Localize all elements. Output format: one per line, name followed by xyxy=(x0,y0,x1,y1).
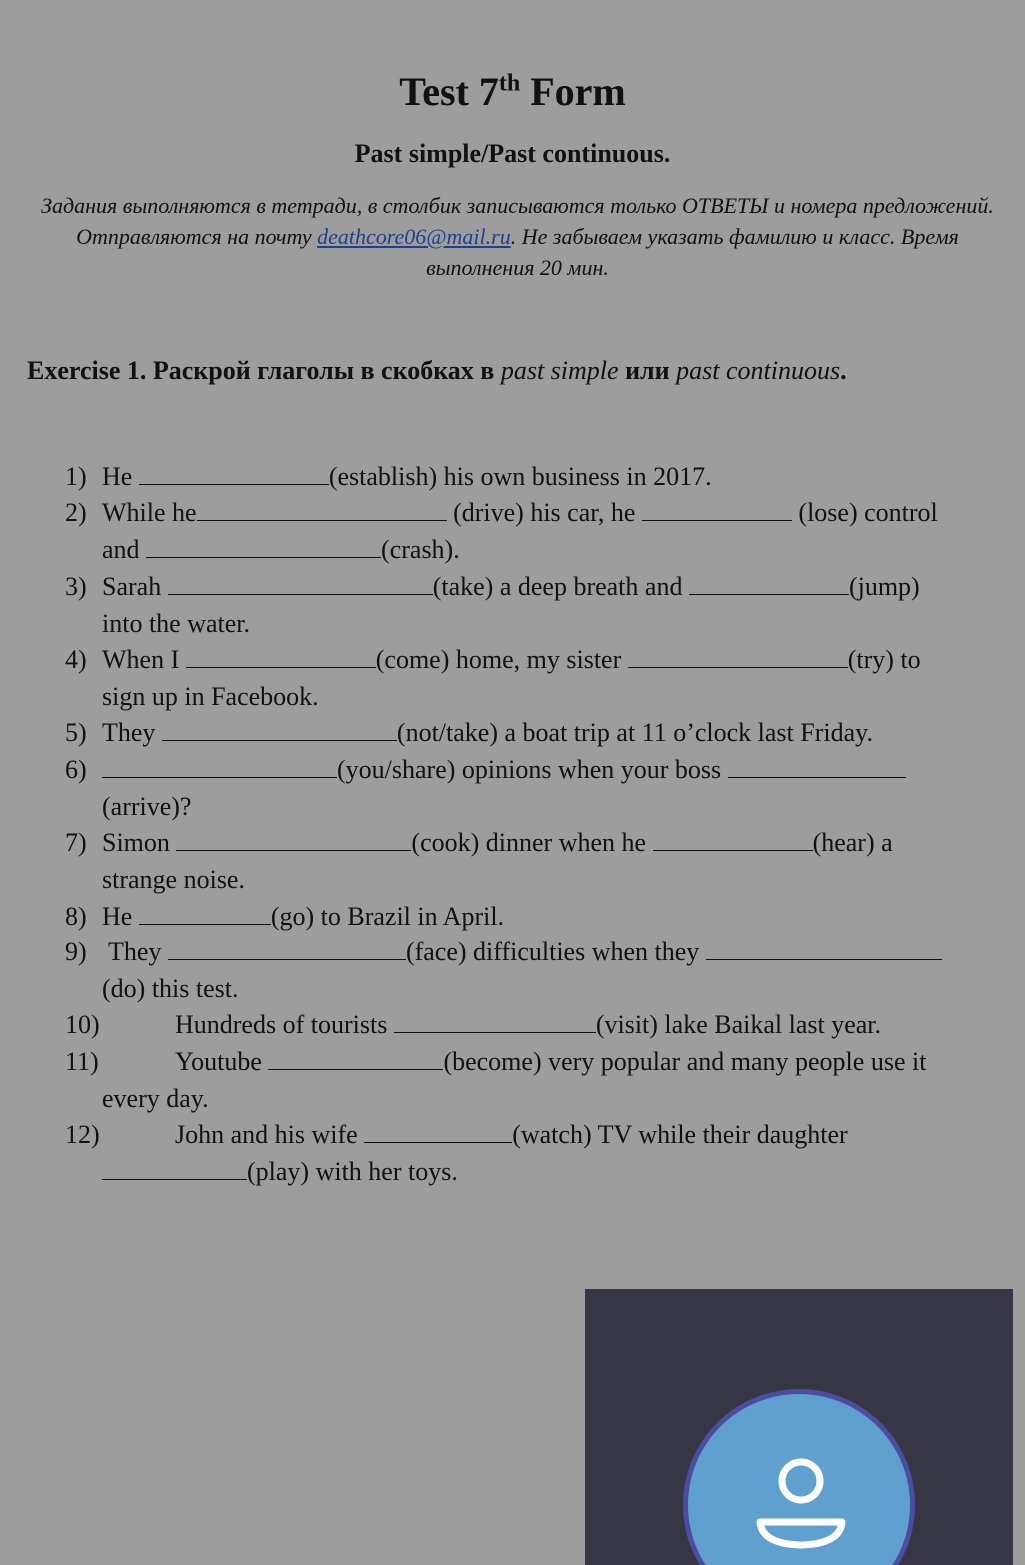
item-text: (watch) TV while their daughter xyxy=(512,1120,848,1149)
item-text: Hundreds of tourists xyxy=(175,1010,394,1039)
answer-blank[interactable] xyxy=(364,1120,512,1143)
answer-blank[interactable] xyxy=(628,645,848,668)
item-number: 5) xyxy=(65,718,87,747)
answer-blank[interactable] xyxy=(102,1157,247,1180)
item-text: (lose) control xyxy=(791,498,938,527)
item-line xyxy=(102,643,921,677)
page-title: Test 7th Form xyxy=(399,69,626,114)
item-text: Sarah xyxy=(102,572,168,601)
item-text: into the water. xyxy=(102,609,251,638)
answer-blank[interactable] xyxy=(186,645,376,668)
answer-blank[interactable] xyxy=(268,1047,443,1070)
item-text: They xyxy=(102,718,162,747)
item-text: John and his wife xyxy=(175,1120,365,1149)
item-number: 4) xyxy=(65,645,87,674)
answer-blank[interactable] xyxy=(197,498,447,521)
item-text: He xyxy=(102,462,139,491)
item-text: (come) home, my sister xyxy=(375,645,628,674)
item-number: 1) xyxy=(65,462,87,491)
item-text: Simon xyxy=(102,828,177,857)
item-text: (become) very popular and many people use it xyxy=(443,1047,927,1076)
item-number: 10) xyxy=(65,1010,100,1039)
item-text: (play) with her toys. xyxy=(247,1157,458,1186)
answer-blank[interactable] xyxy=(653,828,813,851)
item-line xyxy=(102,826,893,860)
answer-blank[interactable] xyxy=(168,937,406,960)
item-text: (drive) his car, he xyxy=(446,498,642,527)
answer-blank[interactable] xyxy=(139,462,329,485)
item-text: (arrive)? xyxy=(102,792,192,821)
answer-blank[interactable] xyxy=(139,902,271,925)
item-text: (do) this test. xyxy=(102,974,239,1003)
item-line xyxy=(102,533,460,567)
item-text: (go) to Brazil in April. xyxy=(270,902,505,931)
item-text: (try) to xyxy=(847,645,921,674)
item-number: 7) xyxy=(65,828,87,857)
item-line xyxy=(102,900,504,934)
instructions-text: Задания выполняются в тетради, в столбик записываются только ОТВЕТЫ и номера предложений. Отправляются на почту deathcore06@mail.ru. Не забываем указать фамилию и класс. Время выполнения 20 мин. xyxy=(41,193,994,280)
item-text: They xyxy=(102,937,168,966)
email-link[interactable]: deathcore06@mail.ru xyxy=(317,224,511,249)
answer-blank[interactable] xyxy=(394,1010,596,1033)
item-text: (cook) dinner when he xyxy=(411,828,653,857)
item-line xyxy=(102,972,239,1006)
item-text: (visit) lake Baikal last year. xyxy=(595,1010,882,1039)
item-text: While he xyxy=(102,498,197,527)
item-number: 9) xyxy=(65,937,87,966)
item-text: He xyxy=(102,902,139,931)
item-text: When I xyxy=(102,645,186,674)
item-line xyxy=(175,1118,848,1152)
answer-blank[interactable] xyxy=(689,572,849,595)
user-avatar-icon xyxy=(683,1389,915,1565)
item-line xyxy=(102,935,942,969)
item-text: (not/take) a boat trip at 11 o’clock last Friday. xyxy=(396,718,873,747)
video-call-panel[interactable] xyxy=(585,1289,1013,1565)
item-line xyxy=(102,1155,458,1189)
item-text: (face) difficulties when they xyxy=(405,937,706,966)
answer-blank[interactable] xyxy=(162,718,397,741)
item-text: (hear) a xyxy=(812,828,893,857)
item-line xyxy=(102,1082,209,1116)
item-number: 12) xyxy=(65,1120,100,1149)
item-line xyxy=(175,1008,881,1042)
item-line xyxy=(175,1045,926,1079)
answer-blank[interactable] xyxy=(176,828,411,851)
answer-blank[interactable] xyxy=(168,572,433,595)
item-text: strange noise. xyxy=(102,865,245,894)
item-text: (take) a deep breath and xyxy=(432,572,689,601)
item-number: 2) xyxy=(65,498,87,527)
answer-blank[interactable] xyxy=(706,937,942,960)
item-line xyxy=(102,790,191,824)
answer-blank[interactable] xyxy=(728,755,906,778)
answer-blank[interactable] xyxy=(102,755,337,778)
item-line xyxy=(102,716,873,750)
item-text: Youtube xyxy=(175,1047,269,1076)
item-text: (jump) xyxy=(848,572,920,601)
item-text: sign up in Facebook. xyxy=(102,682,319,711)
item-number: 11) xyxy=(65,1047,99,1076)
page-subtitle: Past simple/Past continuous. xyxy=(354,139,671,168)
item-number: 3) xyxy=(65,572,87,601)
item-line xyxy=(102,753,906,787)
item-text: (crash). xyxy=(381,535,460,564)
exercise-heading: Exercise 1. Раскрой глаголы в скобках в past simple или past continuous. xyxy=(27,356,847,385)
item-line xyxy=(102,460,712,494)
item-number: 8) xyxy=(65,902,87,931)
item-text: (you/share) opinions when your boss xyxy=(337,755,728,784)
answer-blank[interactable] xyxy=(642,498,792,521)
item-line xyxy=(102,863,245,897)
item-text: and xyxy=(102,535,147,564)
answer-blank[interactable] xyxy=(146,535,381,558)
item-line xyxy=(102,680,319,714)
item-line xyxy=(102,496,938,530)
item-number: 6) xyxy=(65,755,87,784)
item-text: every day. xyxy=(102,1084,209,1113)
item-line xyxy=(102,570,920,604)
item-text: (establish) his own business in 2017. xyxy=(328,462,712,491)
item-line xyxy=(102,607,250,641)
